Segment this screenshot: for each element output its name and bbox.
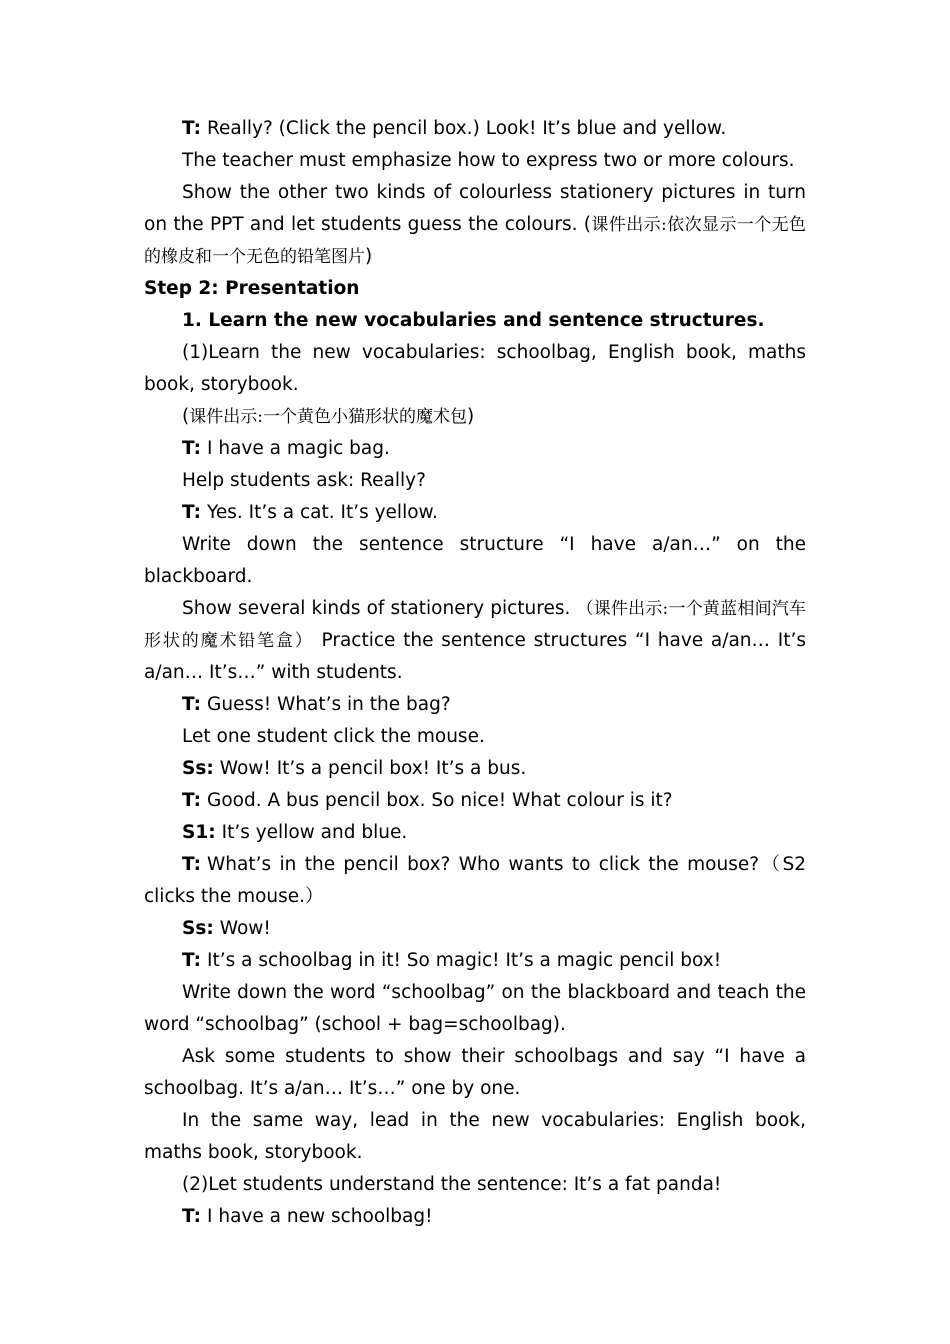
paragraph: [144, 177, 806, 273]
speaker-label: T:: [182, 790, 202, 811]
speaker-label: T:: [182, 438, 202, 459]
paragraph-text: Show several kinds of stationery pictures.: [182, 598, 577, 619]
paragraph: [144, 593, 806, 689]
dialogue-line: [144, 785, 806, 817]
sub-heading: 1. Learn the new vocabularies and sentence structures.: [182, 310, 765, 331]
paragraph-text: Help students ask: Really?: [182, 470, 426, 491]
paragraph-text: Ask some students to show their schoolbags and say “I have a schoolbag. It’s a/an… It’s…” one by one.: [144, 1046, 806, 1099]
paragraph: [144, 721, 806, 753]
paragraph-text: (2)Let students understand the sentence: It’s a fat panda!: [182, 1174, 722, 1195]
paragraph-text: Practice the sentence structures “I have a/an… It’s a/an… It’s…” with students.: [144, 630, 807, 683]
chinese-note: 课件出示:依次显示一个无色的橡皮和一个无色的铅笔图片: [144, 215, 807, 267]
dialogue-line: [144, 753, 806, 785]
paragraph-text: In the same way, lead in the new vocabularies: English book, maths book, storybook.: [144, 1110, 806, 1163]
speaker-label: T:: [182, 1206, 202, 1227]
chinese-note: 课件出示:一个黄色小猫形状的魔术包: [189, 407, 467, 427]
dialogue-text: Yes. It’s a cat. It’s yellow.: [207, 502, 438, 523]
paragraph-text: Show the other two kinds of colourless stationery pictures in turn on the PPT and let students guess the colours. (: [144, 182, 806, 235]
speaker-label: Ss:: [182, 918, 214, 939]
dialogue-line: [144, 913, 806, 945]
paragraph-text: Write down the word “schoolbag” on the blackboard and teach the word “schoolbag” (school + bag=schoolbag).: [144, 982, 806, 1035]
paragraph: [144, 529, 806, 593]
speaker-label: T:: [182, 950, 202, 971]
paragraph: [144, 1105, 806, 1169]
dialogue-text: I have a magic bag.: [207, 438, 390, 459]
dialogue-text: It’s yellow and blue.: [221, 822, 408, 843]
paragraph-text: ): [466, 406, 475, 427]
dialogue-text: It’s a schoolbag in it! So magic! It’s a magic pencil box!: [207, 950, 722, 971]
dialogue-line: [144, 433, 806, 465]
dialogue-text: Wow! It’s a pencil box! It’s a bus.: [219, 758, 527, 779]
dialogue-text: I have a new schoolbag!: [207, 1206, 433, 1227]
paragraph: [144, 1041, 806, 1105]
dialogue-text: Really? (Click the pencil box.) Look! It’s blue and yellow.: [207, 118, 727, 139]
paragraph: [144, 145, 806, 177]
paragraph-text: Let one student click the mouse.: [182, 726, 485, 747]
paragraph-text: (: [182, 406, 190, 427]
paragraph: [144, 977, 806, 1041]
speaker-label: S1:: [182, 822, 216, 843]
dialogue-line: [144, 497, 806, 529]
paragraph: [144, 337, 806, 401]
paragraph: [144, 401, 806, 433]
chinese-note: （课件出示:一个黄蓝相间汽车形状的魔术铅笔盒）: [144, 599, 806, 651]
speaker-label: T:: [182, 118, 202, 139]
dialogue-text: Wow!: [219, 918, 271, 939]
dialogue-text: Good. A bus pencil box. So nice! What colour is it?: [207, 790, 673, 811]
dialogue-line: [144, 849, 806, 913]
dialogue-line: [144, 817, 806, 849]
paragraph-text: (1)Learn the new vocabularies: schoolbag, English book, maths book, storybook.: [144, 342, 806, 395]
speaker-label: T:: [182, 694, 202, 715]
paragraph-text: Write down the sentence structure “I have a/an…” on the blackboard.: [144, 534, 806, 587]
paragraph: [144, 1169, 806, 1201]
speaker-label: T:: [182, 854, 202, 875]
dialogue-line: [144, 113, 806, 145]
dialogue-line: [144, 945, 806, 977]
step-heading: Step 2: Presentation: [144, 278, 360, 299]
dialogue-text: Guess! What’s in the bag?: [207, 694, 451, 715]
paragraph-text: ): [365, 246, 373, 267]
speaker-label: Ss:: [182, 758, 214, 779]
speaker-label: T:: [182, 502, 202, 523]
paragraph-text: The teacher must emphasize how to express two or more colours.: [182, 150, 795, 171]
paragraph: [144, 465, 806, 497]
dialogue-text: What’s in the pencil box? Who wants to click the mouse?（S2 clicks the mouse.）: [144, 854, 806, 907]
dialogue-line: [144, 689, 806, 721]
dialogue-line: [144, 1201, 806, 1233]
document-page: [144, 113, 806, 1233]
